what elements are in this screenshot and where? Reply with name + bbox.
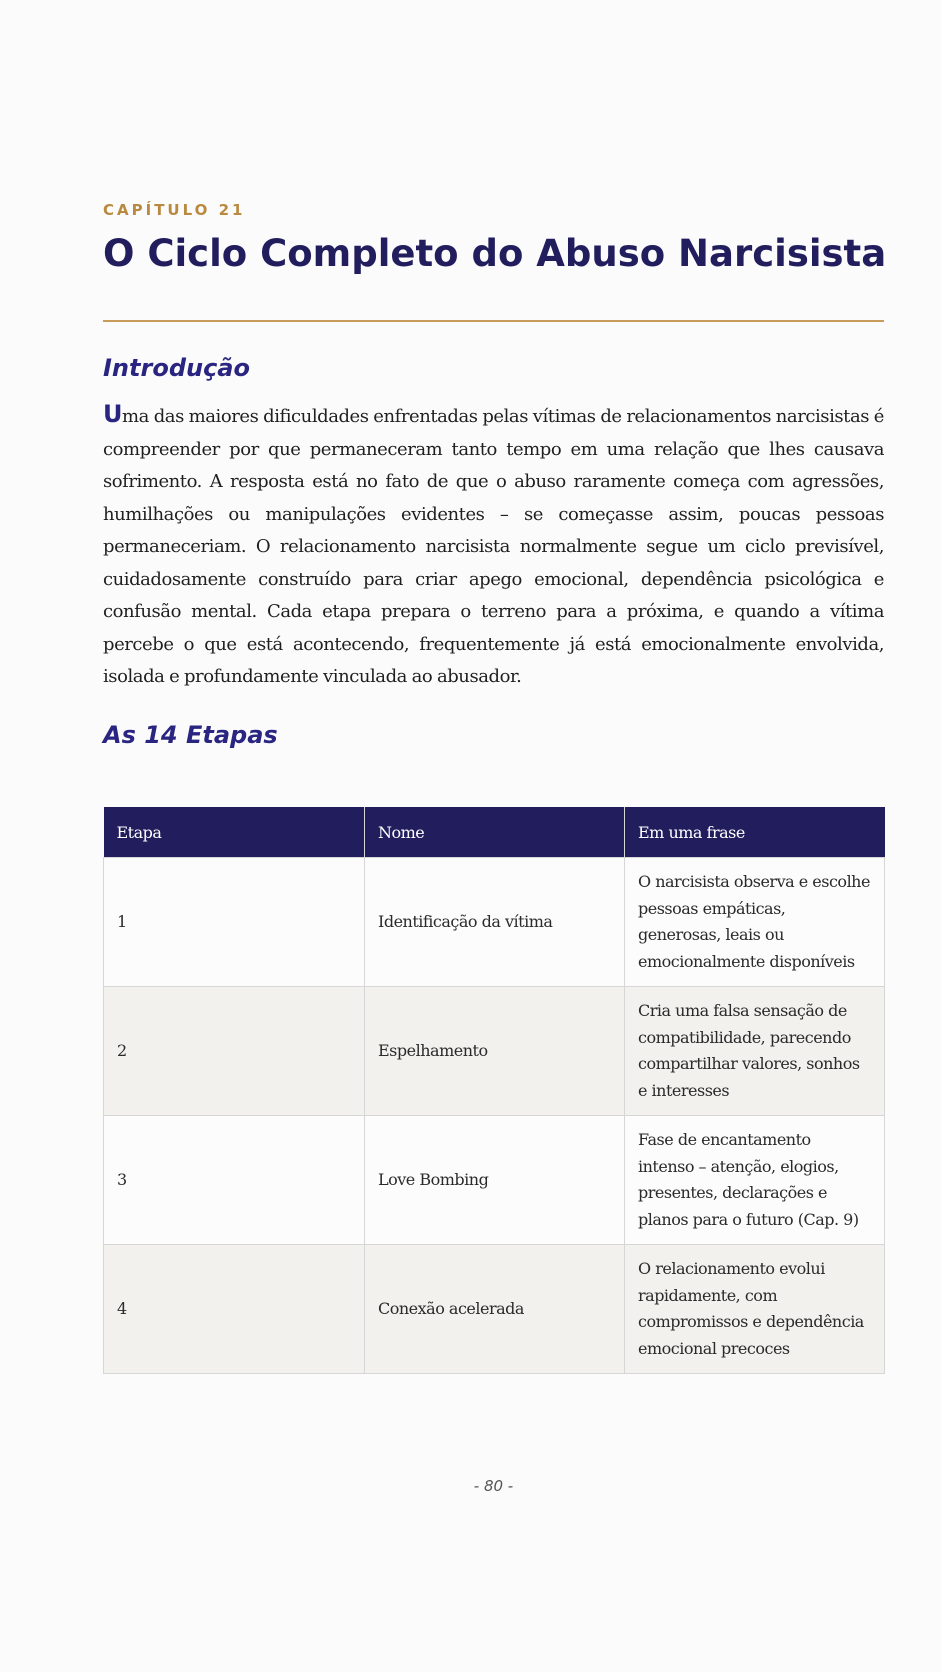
intro-dropcap: U: [103, 400, 123, 428]
document-page: [103, 0, 887, 1672]
table-row: [104, 1245, 885, 1374]
column-header-stage: Etapa: [104, 807, 365, 858]
stage-summary-cell: O narcisista observa e escolhe pessoas empáticas, generosas, leais ou emocionalmente disponíveis: [625, 858, 885, 987]
stage-summary-cell: O relacionamento evolui rapidamente, com compromissos e dependência emocional precoces: [625, 1245, 885, 1374]
stages-table: [103, 807, 885, 1374]
title-divider: [103, 320, 884, 322]
table-row: [104, 858, 885, 987]
table-row: [104, 1116, 885, 1245]
table-header-row: [104, 807, 885, 858]
column-header-name: Nome: [365, 807, 625, 858]
stage-name-cell: Espelhamento: [365, 987, 625, 1116]
stage-name-cell: Identificação da vítima: [365, 858, 625, 987]
stage-name-cell: Love Bombing: [365, 1116, 625, 1245]
intro-text: ma das maiores dificuldades enfrentadas pelas vítimas de relacionamentos narcisistas é compreender por que permaneceram tanto tempo em uma relação que lhes causava sofrimento. A resposta está no fato de que o abuso raramente começa com agressões, humilhações ou manipulações evidentes – se começasse assim, poucas pessoas permaneceriam. O relacionamento narcisista normalmente segue um ciclo previsível, cuidadosamente construído para criar apego emocional, dependência psicológica e confusão mental. Cada etapa prepara o terreno para a próxima, e quando a vítima percebe o que está acontecendo, frequentemente já está emocionalmente envolvida, isolada e profundamente vinculada ao abusador.: [103, 406, 884, 687]
stage-number-cell: 2: [104, 987, 365, 1116]
stage-number-cell: 1: [104, 858, 365, 987]
stage-number-cell: 4: [104, 1245, 365, 1374]
stage-name-cell: Conexão acelerada: [365, 1245, 625, 1374]
table-row: [104, 987, 885, 1116]
chapter-label: CAPÍTULO 21: [103, 201, 246, 219]
column-header-summary: Em uma frase: [625, 807, 885, 858]
stage-summary-cell: Cria uma falsa sensação de compatibilidade, parecendo compartilhar valores, sonhos e interesses: [625, 987, 885, 1116]
stage-number-cell: 3: [104, 1116, 365, 1245]
chapter-title: O Ciclo Completo do Abuso Narcisista: [103, 232, 887, 275]
intro-heading: Introdução: [103, 354, 250, 382]
intro-paragraph: [103, 398, 884, 694]
page-number: - 80 -: [473, 1477, 514, 1495]
stage-summary-cell: Fase de encantamento intenso – atenção, elogios, presentes, declarações e planos para o futuro (Cap. 9): [625, 1116, 885, 1245]
stages-heading: As 14 Etapas: [103, 721, 278, 749]
